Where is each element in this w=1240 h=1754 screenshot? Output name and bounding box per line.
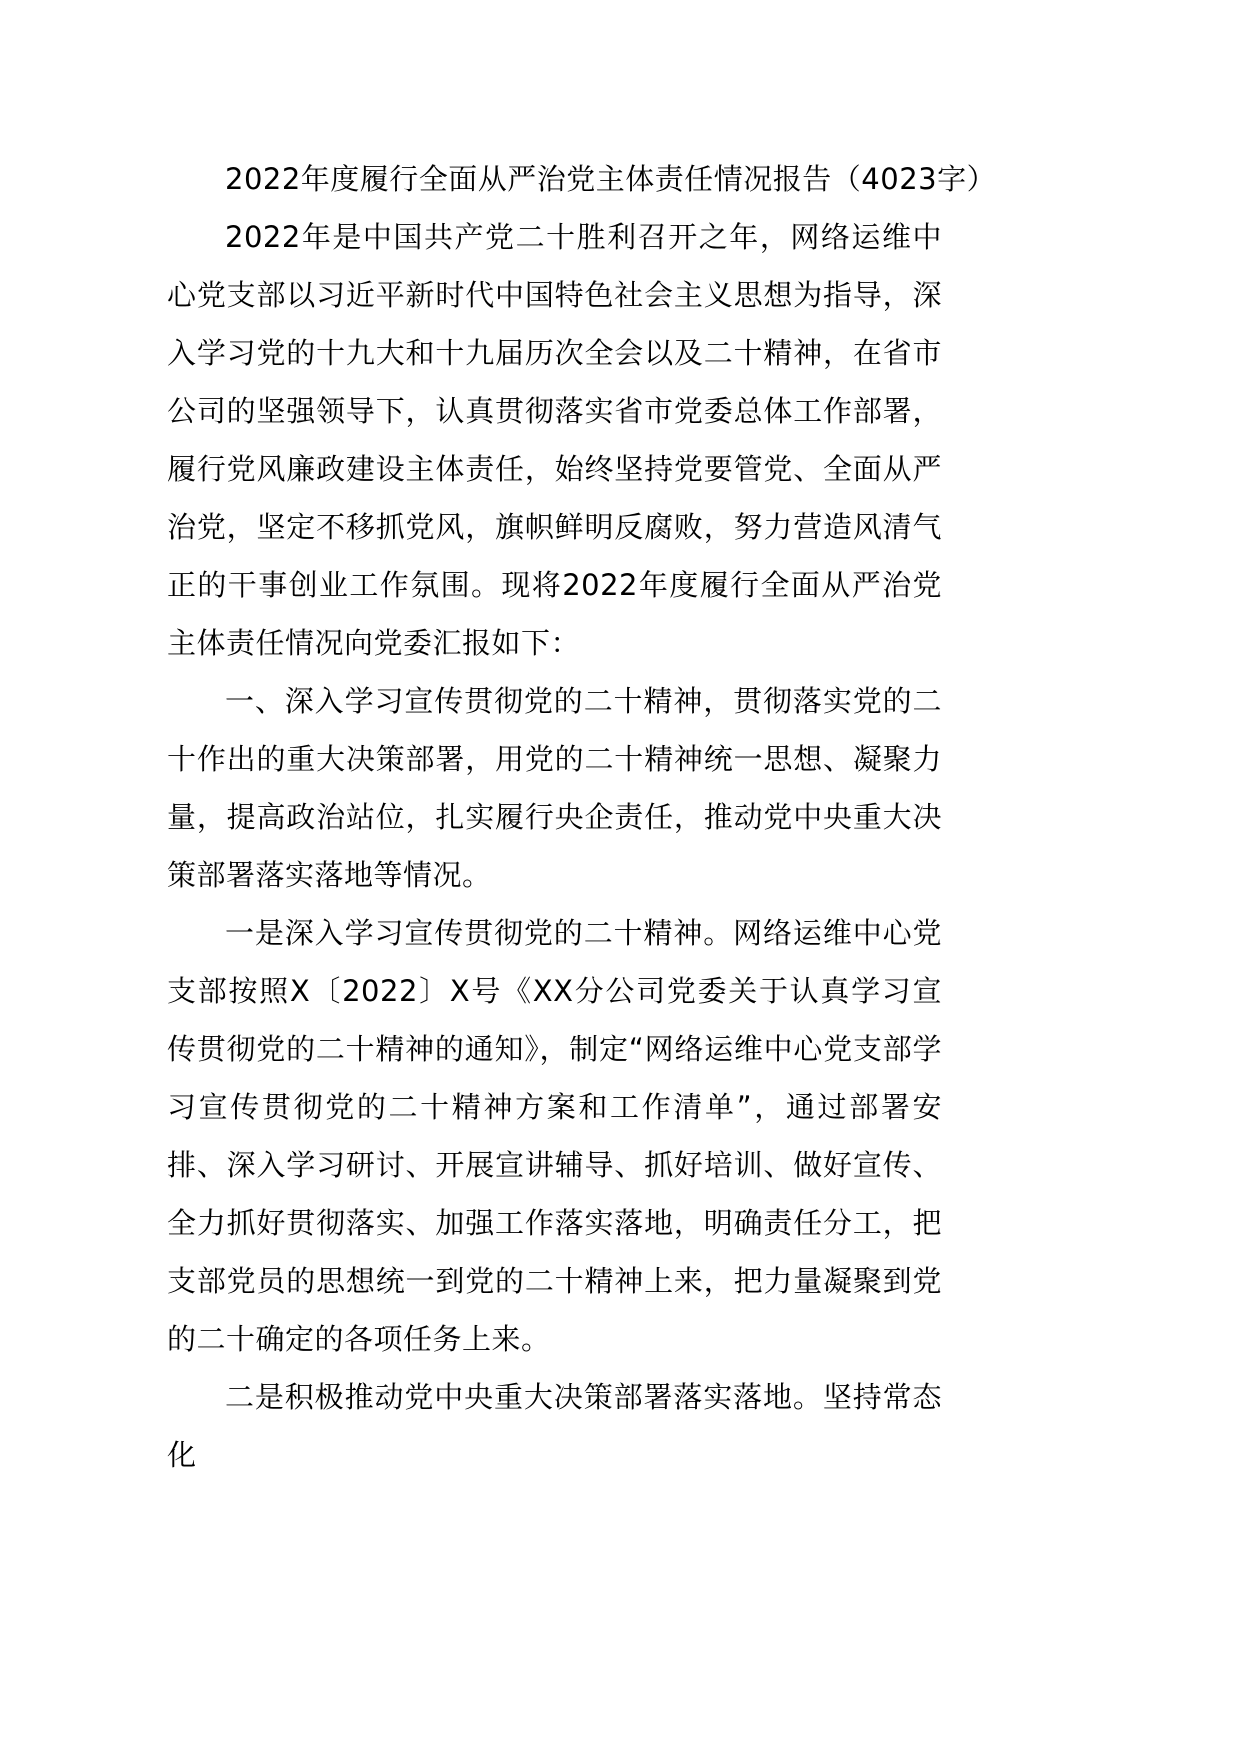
paragraph-point-two: 二是积极推动党中央重大决策部署落实落地。坚持常态化 <box>167 1380 942 1472</box>
paragraph-point-one: 一是深入学习宣传贯彻党的二十精神。网络运维中心党支部按照X〔2022〕X号《XX分公司党委关于认真学习宣传贯彻党的二十精神的通知》，制定“网络运维中心党支部学习宣传贯彻党的二十精神方案和工作清单”，通过部署安排、深入学习研讨、开展宣讲辅导、抓好培训、做好宣传、全力抓好贯彻落实、加强工作落实落地，明确责任分工，把支部党员的思想统一到党的二十精神上来，把力量凝聚到党的二十确定的各项任务上来。 <box>167 916 942 1356</box>
document-body <box>167 150 997 1484</box>
document-title: 2022年度履行全面从严治党主体责任情况报告（4023字） <box>225 162 997 196</box>
paragraph-intro: 2022年是中国共产党二十胜利召开之年，网络运维中心党支部以习近平新时代中国特色社会主义思想为指导，深入学习党的十九大和十九届历次全会以及二十精神，在省市公司的坚强领导下，认真贯彻落实省市党委总体工作部署，履行党风廉政建设主体责任，始终坚持党要管党、全面从严治党，坚定不移抓党风，旗帜鲜明反腐败，努力营造风清气正的干事创业工作氛围。现将2022年度履行全面从严治党主体责任情况向党委汇报如下： <box>167 220 942 660</box>
paragraph-section-one-heading: 一、深入学习宣传贯彻党的二十精神，贯彻落实党的二十作出的重大决策部署，用党的二十精神统一思想、凝聚力量，提高政治站位，扎实履行央企责任，推动党中央重大决策部署落实落地等情况。 <box>167 684 942 892</box>
